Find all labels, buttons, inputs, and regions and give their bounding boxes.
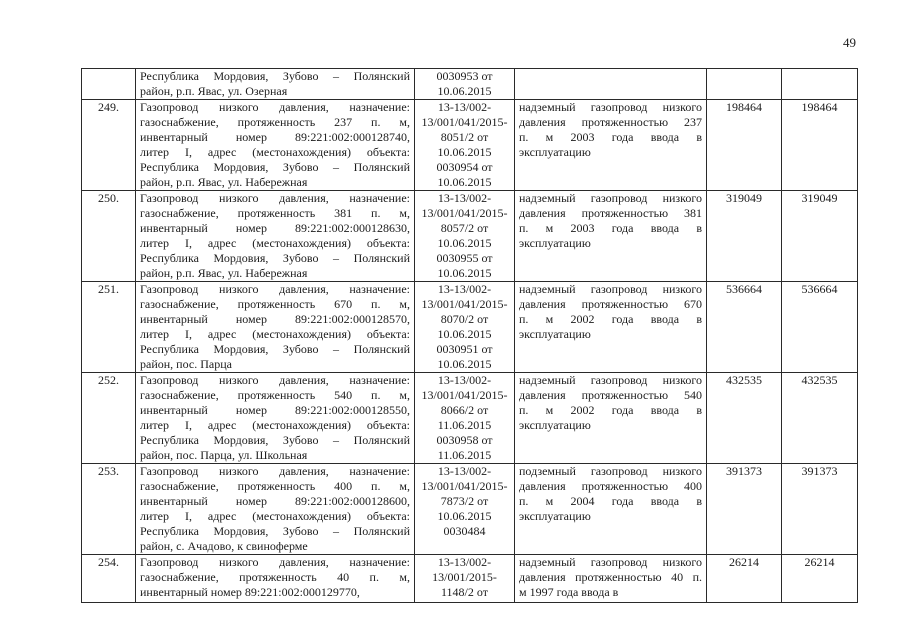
- registration-line: 13/001/041/2015-: [421, 115, 508, 129]
- value: 536664: [801, 282, 838, 296]
- registration-line: 0030954 от: [436, 160, 493, 174]
- registration-line: 13/001/041/2015-: [421, 479, 508, 493]
- registration-line: 1148/2 от: [441, 585, 488, 599]
- value: 319049: [726, 191, 762, 205]
- characteristics-line: надземный газопровод низкого: [519, 191, 702, 205]
- registration-line: 10.06.2015: [437, 327, 492, 341]
- object-description-line: Республика Мордовия, Зубово – Полянский: [140, 160, 410, 174]
- row-number: 249.: [98, 100, 119, 114]
- registration-line: 10.06.2015: [437, 357, 492, 371]
- characteristics-line: п. м 2002 года ввода в: [519, 312, 702, 326]
- registration-line: 13-13/002-: [437, 191, 492, 205]
- characteristics-line: подземный газопровод низкого: [519, 464, 702, 478]
- object-description-line: инвентарный номер 89:221:002:000128630,: [140, 221, 410, 235]
- registration-line: 8057/2 от: [440, 221, 489, 235]
- characteristics-cell: [515, 69, 707, 100]
- page-number: 49: [843, 35, 856, 50]
- object-description-line: инвентарный номер 89:221:002:000128570,: [140, 312, 410, 326]
- registration-line: 0030955 от: [436, 251, 493, 265]
- registration-cell: [415, 100, 515, 191]
- row-number-cell: [82, 464, 136, 555]
- registration-line: 7873/2 от: [440, 494, 489, 508]
- value: 26214: [729, 555, 759, 569]
- characteristics-cell: [515, 191, 707, 282]
- row-number: 252.: [98, 373, 119, 387]
- object-description-line: Республика Мордовия, Зубово – Полянский: [140, 433, 410, 447]
- registration-line: 0030951 от: [436, 342, 493, 356]
- object-description-cell: [136, 69, 415, 100]
- value: 26214: [804, 555, 835, 569]
- value-cell: [707, 100, 782, 191]
- object-description-line: газоснабжение, протяженность 237 п. м,: [140, 115, 410, 129]
- value-cell: [707, 373, 782, 464]
- registration-line: 13/001/041/2015-: [421, 206, 508, 220]
- registration-line: 13-13/002-: [437, 555, 492, 569]
- object-description-cell: [136, 191, 415, 282]
- object-description-cell: [136, 555, 415, 603]
- object-description-line: газоснабжение, протяженность 381 п. м,: [140, 206, 410, 220]
- object-description-line: Республика Мордовия, Зубово – Полянский: [140, 342, 410, 356]
- value: 198464: [801, 100, 838, 114]
- object-description-line: район, пос. Парца: [140, 357, 232, 371]
- characteristics-line: эксплуатацию: [519, 236, 591, 250]
- value: 198464: [726, 100, 762, 114]
- row-number: 253.: [98, 464, 119, 478]
- characteristics-line: м 1997 года ввода в: [519, 585, 619, 599]
- object-description-line: район, с. Ачадово, к свиноферме: [140, 539, 308, 553]
- object-description-line: инвентарный номер 89:221:002:000129770,: [140, 585, 360, 599]
- table-row: [82, 69, 858, 100]
- object-description-line: инвентарный номер 89:221:002:000128740,: [140, 130, 410, 144]
- registration-line: 10.06.2015: [437, 266, 492, 280]
- registration-line: 8066/2 от: [440, 403, 489, 417]
- object-description-line: литер I, адрес (местонахождения) объекта:: [140, 509, 410, 523]
- table-row: [82, 100, 858, 191]
- object-description-line: Газопровод низкого давления, назначение:: [140, 464, 410, 478]
- registration-line: 10.06.2015: [437, 145, 492, 159]
- characteristics-line: давления протяженностью 540: [519, 388, 702, 402]
- registration-line: 0030484: [443, 524, 486, 538]
- value-cell: [782, 555, 858, 603]
- registration-cell: [415, 191, 515, 282]
- table-row: [82, 191, 858, 282]
- characteristics-cell: [515, 100, 707, 191]
- table-row: [82, 555, 858, 603]
- registration-line: 8070/2 от: [440, 312, 489, 326]
- characteristics-line: эксплуатацию: [519, 145, 591, 159]
- value-cell: [782, 464, 858, 555]
- registry-table-body: [82, 69, 858, 603]
- object-description-line: район, р.п. Явас, ул. Озерная: [140, 84, 288, 98]
- value-cell: [707, 191, 782, 282]
- object-description-line: район, р.п. Явас, ул. Набережная: [140, 266, 308, 280]
- registration-line: 11.06.2015: [437, 448, 492, 462]
- registration-line: 10.06.2015: [437, 175, 492, 189]
- registration-line: 0030958 от: [436, 433, 493, 447]
- object-description-line: газоснабжение, протяженность 540 п. м,: [140, 388, 410, 402]
- object-description-line: литер I, адрес (местонахождения) объекта:: [140, 418, 410, 432]
- object-description-line: литер I, адрес (местонахождения) объекта:: [140, 236, 410, 250]
- object-description-line: Республика Мордовия, Зубово – Полянский: [140, 524, 410, 538]
- row-number-cell: [82, 282, 136, 373]
- registration-line: 10.06.2015: [437, 84, 492, 98]
- registration-cell: [415, 464, 515, 555]
- characteristics-line: п. м 2003 года ввода в: [519, 221, 702, 235]
- characteristics-cell: [515, 373, 707, 464]
- characteristics-cell: [515, 555, 707, 603]
- object-description-line: Газопровод низкого давления, назначение:: [140, 555, 410, 569]
- object-description-line: Республика Мордовия, Зубово – Полянский: [140, 251, 410, 265]
- characteristics-line: давления протяженностью 400: [519, 479, 702, 493]
- registration-line: 10.06.2015: [437, 236, 492, 250]
- characteristics-cell: [515, 464, 707, 555]
- row-number: 254.: [98, 555, 119, 569]
- registration-line: 0030953 от: [436, 69, 493, 83]
- registration-line: 13/001/2015-: [432, 570, 497, 584]
- characteristics-cell: [515, 282, 707, 373]
- row-number: 250.: [98, 191, 119, 205]
- row-number-cell: [82, 69, 136, 100]
- value-cell: [707, 69, 782, 100]
- registry-table: [81, 68, 858, 603]
- characteristics-line: давления протяженностью 670: [519, 297, 702, 311]
- registration-line: 13-13/002-: [437, 464, 492, 478]
- characteristics-line: п. м 2002 года ввода в: [519, 403, 702, 417]
- object-description-line: Республика Мордовия, Зубово – Полянский: [140, 69, 410, 83]
- registration-cell: [415, 555, 515, 603]
- registration-cell: [415, 69, 515, 100]
- value-cell: [782, 373, 858, 464]
- object-description-line: район, пос. Парца, ул. Школьная: [140, 448, 308, 462]
- characteristics-line: надземный газопровод низкого: [519, 100, 702, 114]
- registration-cell: [415, 282, 515, 373]
- registration-line: 10.06.2015: [437, 509, 492, 523]
- object-description-line: Газопровод низкого давления, назначение:: [140, 282, 410, 296]
- table-row: [82, 464, 858, 555]
- object-description-line: литер I, адрес (местонахождения) объекта:: [140, 327, 410, 341]
- object-description-cell: [136, 100, 415, 191]
- characteristics-line: эксплуатацию: [519, 418, 591, 432]
- row-number-cell: [82, 191, 136, 282]
- registration-line: 13-13/002-: [437, 373, 492, 387]
- characteristics-line: давления протяженностью 381: [519, 206, 702, 220]
- characteristics-line: давления протяженностью 237: [519, 115, 702, 129]
- registration-line: 8051/2 от: [440, 130, 489, 144]
- characteristics-line: п. м 2004 года ввода в: [519, 494, 702, 508]
- object-description-line: газоснабжение, протяженность 400 п. м,: [140, 479, 410, 493]
- value: 391373: [801, 464, 838, 478]
- characteristics-line: давления протяженностью 40 п.: [519, 570, 702, 584]
- registration-line: 11.06.2015: [437, 418, 492, 432]
- registration-line: 13/001/041/2015-: [421, 297, 508, 311]
- row-number: 251.: [98, 282, 119, 296]
- value-cell: [707, 555, 782, 603]
- value-cell: [782, 69, 858, 100]
- value-cell: [782, 191, 858, 282]
- object-description-line: литер I, адрес (местонахождения) объекта:: [140, 145, 410, 159]
- object-description-line: Газопровод низкого давления, назначение:: [140, 191, 410, 205]
- value-cell: [782, 282, 858, 373]
- row-number-cell: [82, 373, 136, 464]
- registration-line: 13-13/002-: [437, 282, 492, 296]
- value: 391373: [726, 464, 762, 478]
- object-description-line: газоснабжение, протяженность 670 п. м,: [140, 297, 410, 311]
- table-row: [82, 373, 858, 464]
- value-cell: [707, 464, 782, 555]
- table-row: [82, 282, 858, 373]
- object-description-line: Газопровод низкого давления, назначение:: [140, 100, 410, 114]
- characteristics-line: эксплуатацию: [519, 509, 591, 523]
- object-description-cell: [136, 282, 415, 373]
- registration-line: 13-13/002-: [437, 100, 492, 114]
- object-description-line: инвентарный номер 89:221:002:000128550,: [140, 403, 410, 417]
- characteristics-line: п. м 2003 года ввода в: [519, 130, 702, 144]
- object-description-line: инвентарный номер 89:221:002:000128600,: [140, 494, 410, 508]
- object-description-cell: [136, 464, 415, 555]
- characteristics-line: надземный газопровод низкого: [519, 373, 702, 387]
- characteristics-line: надземный газопровод низкого: [519, 282, 702, 296]
- object-description-line: Газопровод низкого давления, назначение:: [140, 373, 410, 387]
- row-number-cell: [82, 100, 136, 191]
- characteristics-line: эксплуатацию: [519, 327, 591, 341]
- characteristics-line: надземный газопровод низкого: [519, 555, 702, 569]
- object-description-line: газоснабжение, протяженность 40 п. м,: [140, 570, 410, 584]
- registration-cell: [415, 373, 515, 464]
- object-description-line: район, р.п. Явас, ул. Набережная: [140, 175, 308, 189]
- registration-line: 13/001/041/2015-: [421, 388, 508, 402]
- value: 432535: [726, 373, 762, 387]
- value-cell: [707, 282, 782, 373]
- value: 536664: [726, 282, 762, 296]
- row-number-cell: [82, 555, 136, 603]
- object-description-cell: [136, 373, 415, 464]
- value: 432535: [801, 373, 838, 387]
- value-cell: [782, 100, 858, 191]
- value: 319049: [801, 191, 838, 205]
